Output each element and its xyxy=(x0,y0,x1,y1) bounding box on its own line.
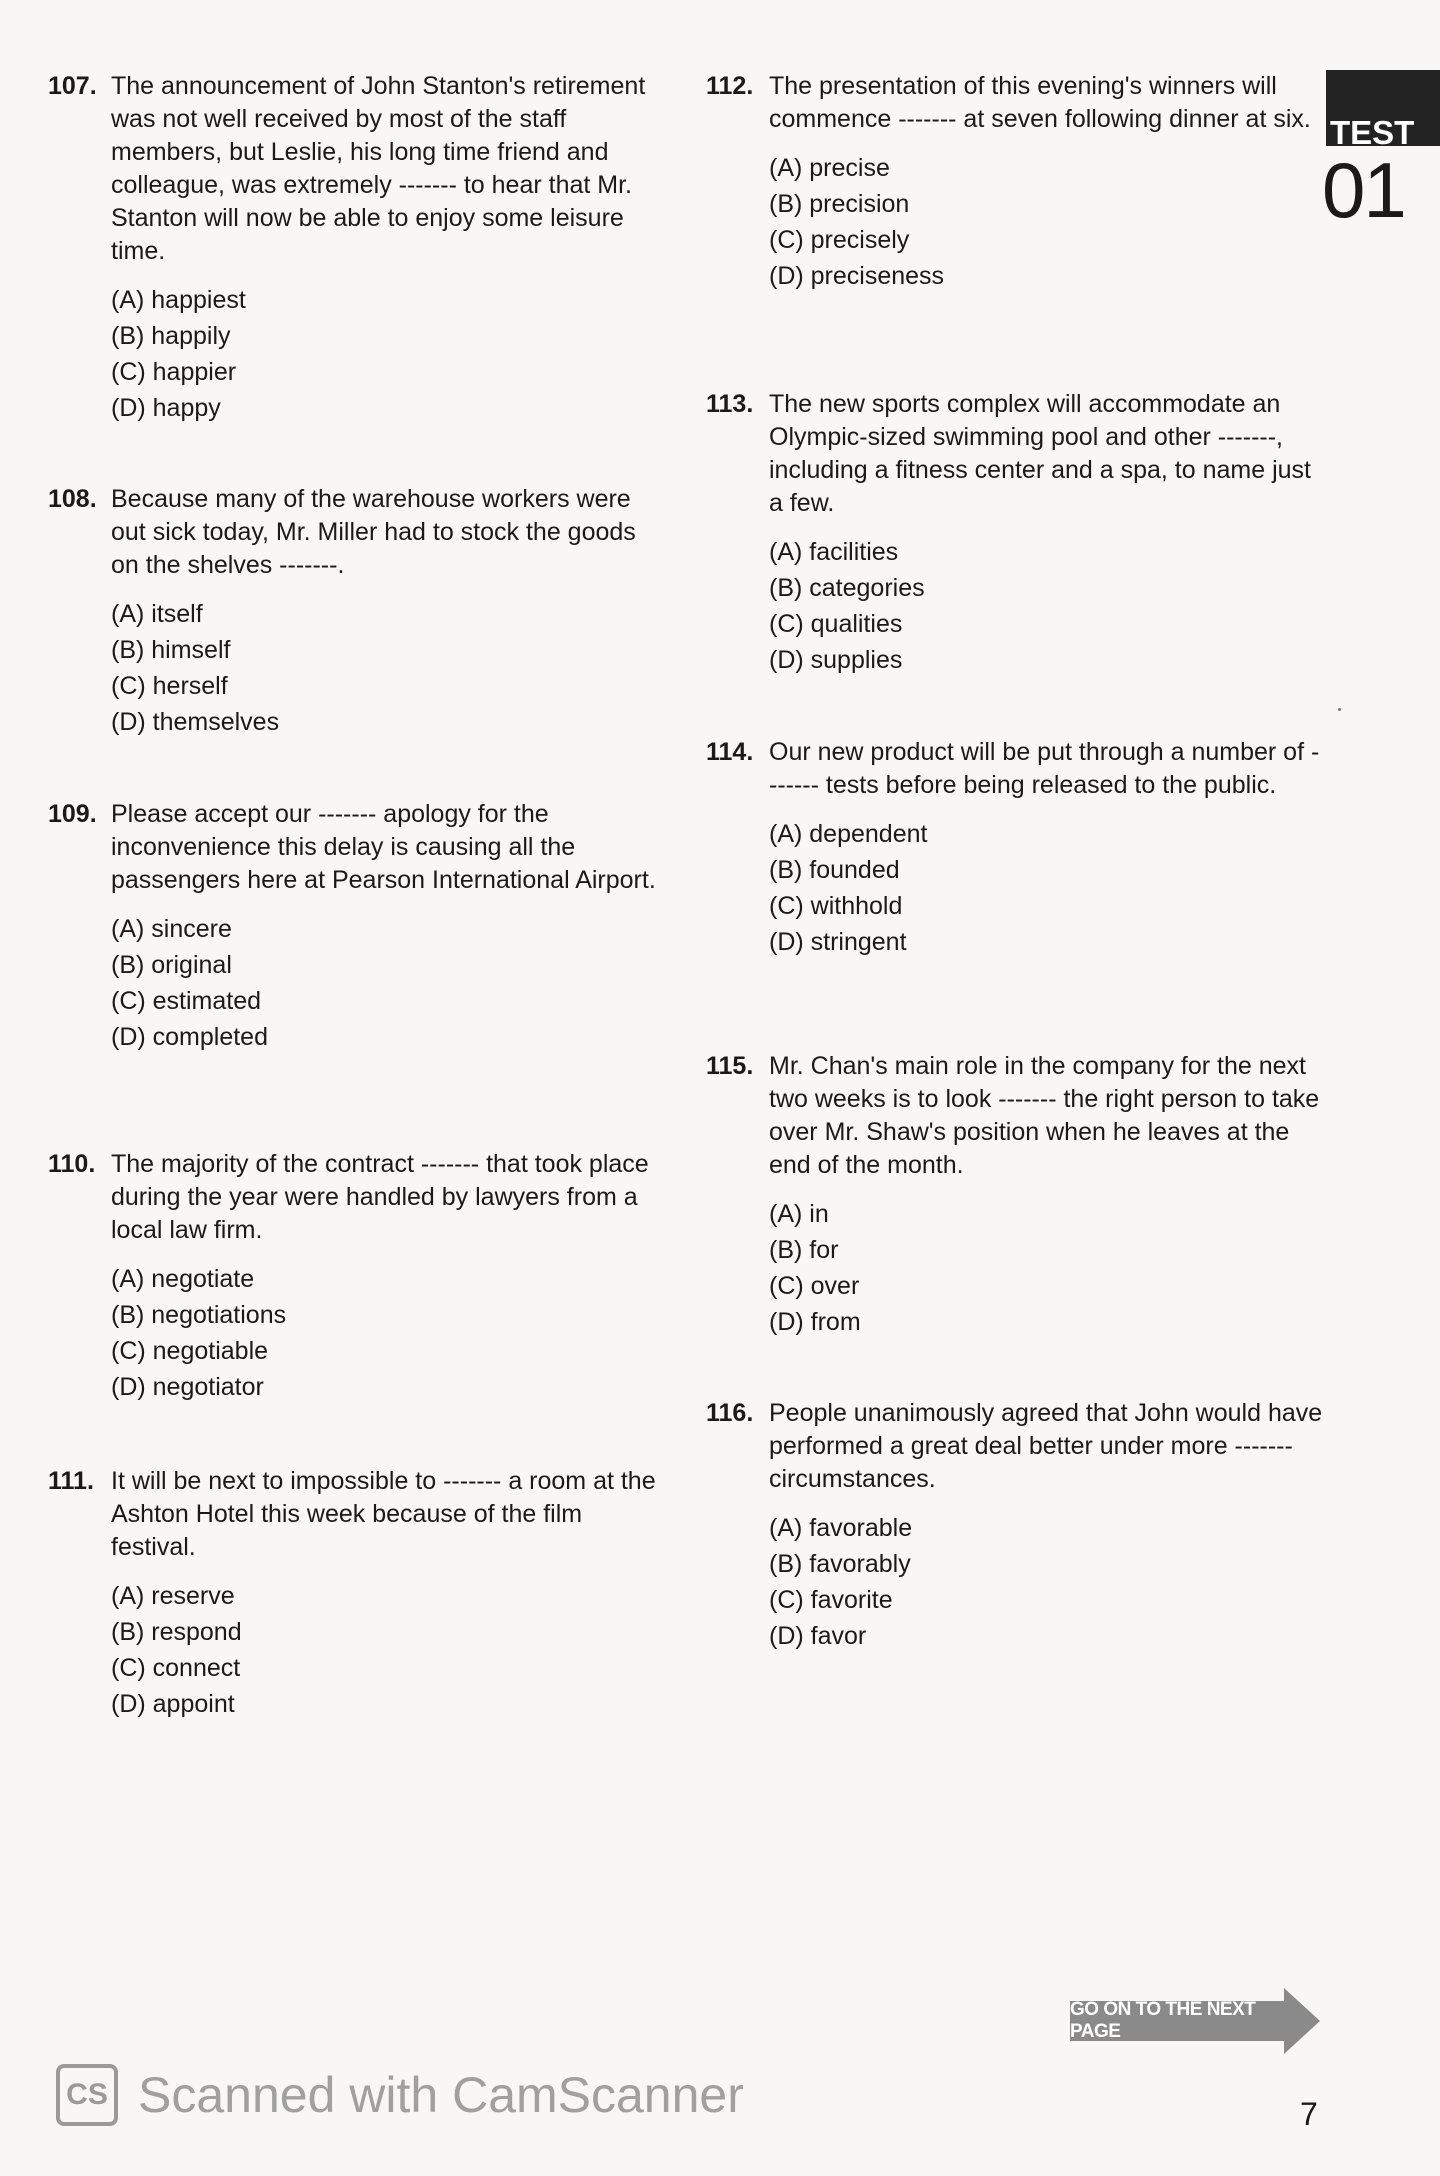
question-number: 108. xyxy=(48,485,97,513)
option-a: (A) itself xyxy=(111,600,203,628)
option-b: (B) founded xyxy=(769,856,900,884)
option-a: (A) negotiate xyxy=(111,1265,255,1293)
page-number: 7 xyxy=(1300,2096,1318,2132)
next-page-indicator xyxy=(1070,1988,1320,2054)
arrow-right-icon xyxy=(1284,1988,1320,2054)
question-text: Mr. Chan's main role in the company for the next two weeks is to look ------- the right person to take over Mr. Shaw's position when he leaves at the end of the month. xyxy=(769,1052,1320,1179)
question-text: Our new product will be put through a number of ------- tests before being released to the public. xyxy=(769,738,1320,799)
answer-options xyxy=(769,816,1326,960)
test-tab-number: 01 xyxy=(1322,146,1405,234)
question-number: 110. xyxy=(48,1150,96,1178)
scan-speck xyxy=(1338,708,1341,711)
test-tab-label: TEST xyxy=(1330,114,1415,151)
question-text: The presentation of this evening's winners will commence ------- at seven following dinner at six. xyxy=(769,72,1311,133)
option-d: (D) negotiator xyxy=(111,1373,264,1401)
question-text: People unanimously agreed that John would have performed a great deal better under more ------- circumstances. xyxy=(769,1399,1323,1493)
option-a: (A) happiest xyxy=(111,286,246,314)
option-a: (A) dependent xyxy=(769,820,928,848)
option-d: (D) themselves xyxy=(111,708,280,736)
option-d: (D) happy xyxy=(111,394,221,422)
option-b: (B) for xyxy=(769,1236,839,1264)
question-107 xyxy=(48,70,668,426)
answer-options xyxy=(111,596,668,740)
question-number: 116. xyxy=(706,1399,754,1427)
camscanner-watermark xyxy=(56,2060,744,2130)
option-d: (D) supplies xyxy=(769,646,903,674)
option-b: (B) happily xyxy=(111,322,231,350)
question-111 xyxy=(48,1465,668,1722)
question-text: The new sports complex will accommodate an Olympic-sized swimming pool and other -------, including a fitness center and a spa, to name just a few. xyxy=(769,390,1311,517)
option-b: (B) negotiations xyxy=(111,1301,287,1329)
option-c: (C) qualities xyxy=(769,610,903,638)
option-a: (A) precise xyxy=(769,154,890,182)
watermark-text: Scanned with CamScanner xyxy=(138,2067,744,2123)
question-number: 107. xyxy=(48,72,97,100)
question-115 xyxy=(706,1050,1326,1340)
question-number: 111. xyxy=(48,1467,94,1495)
option-a: (A) favorable xyxy=(769,1514,913,1542)
question-number: 109. xyxy=(48,800,97,828)
option-a: (A) in xyxy=(769,1200,829,1228)
option-c: (C) favorite xyxy=(769,1586,893,1614)
option-c: (C) negotiable xyxy=(111,1337,269,1365)
option-a: (A) facilities xyxy=(769,538,899,566)
question-113 xyxy=(706,388,1326,678)
option-d: (D) preciseness xyxy=(769,262,945,290)
option-c: (C) connect xyxy=(111,1654,241,1682)
question-text: The majority of the contract ------- that took place during the year were handled by lawyers from a local law firm. xyxy=(111,1150,649,1244)
answer-options xyxy=(769,1196,1326,1340)
option-a: (A) sincere xyxy=(111,915,232,943)
option-b: (B) precision xyxy=(769,190,910,218)
option-b: (B) respond xyxy=(111,1618,242,1646)
option-c: (C) withhold xyxy=(769,892,903,920)
answer-options xyxy=(769,150,1326,294)
question-text: The announcement of John Stanton's retirement was not well received by most of the staff members, but Leslie, his long time friend and colleague, was extremely ------- to hear that Mr. Stanton will now be able to enjoy some leisure time. xyxy=(111,72,646,265)
question-number: 112. xyxy=(706,72,754,100)
option-c: (C) happier xyxy=(111,358,237,386)
question-number: 113. xyxy=(706,390,754,418)
question-114 xyxy=(706,736,1326,960)
camscanner-logo-icon: CS xyxy=(56,2064,118,2126)
answer-options xyxy=(769,1510,1326,1654)
option-b: (B) categories xyxy=(769,574,925,602)
answer-options xyxy=(111,1578,668,1722)
option-c: (C) over xyxy=(769,1272,860,1300)
answer-options xyxy=(111,1261,668,1405)
option-c: (C) herself xyxy=(111,672,228,700)
option-b: (B) favorably xyxy=(769,1550,911,1578)
option-c: (C) precisely xyxy=(769,226,910,254)
next-page-label: GO ON TO THE NEXT PAGE xyxy=(1070,2001,1290,2041)
question-text: Because many of the warehouse workers were out sick today, Mr. Miller had to stock the goods on the shelves -------. xyxy=(111,485,636,579)
question-108 xyxy=(48,483,668,740)
answer-options xyxy=(769,534,1326,678)
question-116 xyxy=(706,1397,1326,1654)
question-number: 114. xyxy=(706,738,754,766)
answer-options xyxy=(111,282,668,426)
answer-options xyxy=(111,911,668,1055)
option-d: (D) stringent xyxy=(769,928,907,956)
question-110 xyxy=(48,1148,668,1405)
question-text: Please accept our ------- apology for the inconvenience this delay is causing all the passengers here at Pearson International Airport. xyxy=(111,800,656,894)
option-d: (D) completed xyxy=(111,1023,268,1051)
option-b: (B) himself xyxy=(111,636,231,664)
question-number: 115. xyxy=(706,1052,754,1080)
option-c: (C) estimated xyxy=(111,987,262,1015)
option-d: (D) from xyxy=(769,1308,861,1336)
question-text: It will be next to impossible to ------- a room at the Ashton Hotel this week because of the film festival. xyxy=(111,1467,656,1561)
option-d: (D) appoint xyxy=(111,1690,235,1718)
question-109 xyxy=(48,798,668,1055)
option-b: (B) original xyxy=(111,951,232,979)
option-d: (D) favor xyxy=(769,1622,867,1650)
question-112 xyxy=(706,70,1326,294)
option-a: (A) reserve xyxy=(111,1582,235,1610)
